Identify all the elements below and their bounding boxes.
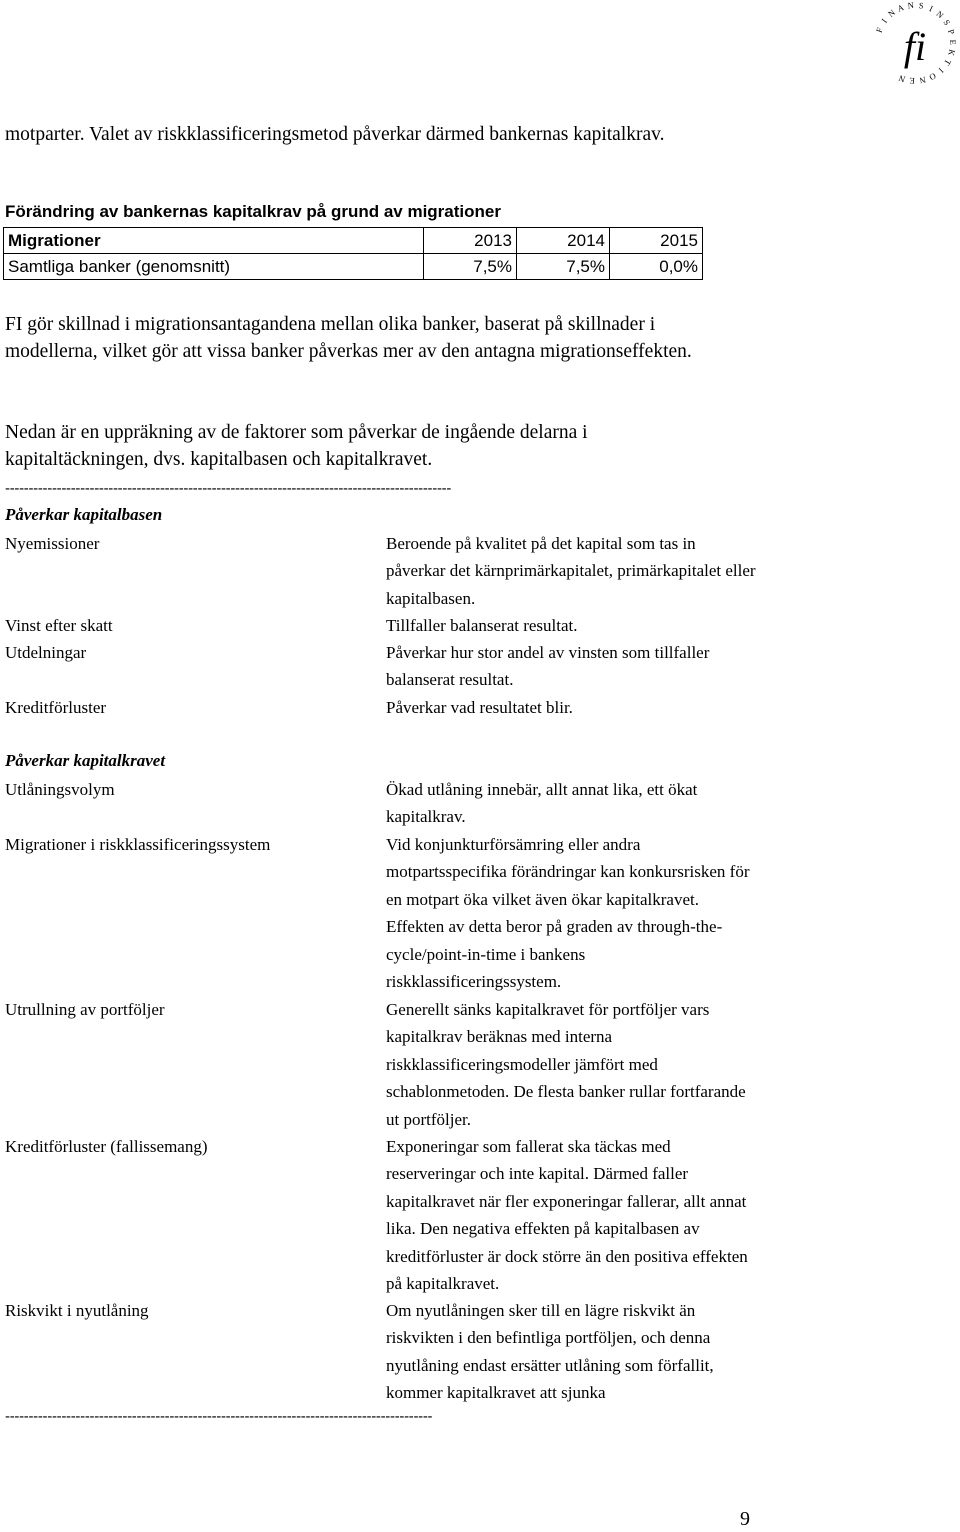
factor-name: Utlåningsvolym [5,780,115,799]
logo-letter: N [885,7,897,19]
separator-line: ----------------------------------------------------------------------------------------------- [5,480,452,497]
factor-name: Vinst efter skatt [5,616,113,635]
migration-table [3,227,703,280]
table-header-cell: 2014 [517,228,610,254]
factor-name: Nyemissioner [5,534,100,553]
logo-letter: I [927,3,935,14]
logo-letter: E [947,39,958,45]
intro-text: motparter. Valet av riskklassificeringsmetod påverkar därmed bankernas kapitalkrav. [5,124,665,145]
paragraph-intro-factors: Nedan är en uppräkning av de faktorer som påverkar de ingående delarna i kapitaltäckningen, dvs. kapitalbasen och kapitalkravet. [5,422,588,470]
table-cell: 0,0% [610,254,703,280]
factor-name: Riskvikt i nyutlåning [5,1301,149,1320]
logo-letter: N [918,74,927,86]
paragraph-migration: FI gör skillnad i migrationsantagandena mellan olika banker, baserat på skillnader i modellerna, vilket gör att vissa banker påverkas mer av den antagna migrationseffekten. [5,314,692,362]
factor-description: Exponeringar som fallerat ska täckas med reserveringar och inte kapital. Därmed faller kapitalkravet när fler exponeringar fallerar, allt annat lika. Den negativa effekten på kapitalbasen av kreditförluster är dock större än den positiva effekten på kapitalkravet. [386,1137,748,1294]
table-header-cell: 2015 [610,228,703,254]
factor-name: Utrullning av portföljer [5,1000,165,1019]
separator-line-end: ------------------------------------------------------------------------------------------- [5,1408,433,1425]
table-cell: Samtliga banker (genomsnitt) [4,254,424,280]
logo-letter: I [936,65,946,76]
finansinspektionen-logo [872,0,958,86]
logo-letter: S [918,0,925,11]
logo-letter: S [941,17,953,28]
factor-description: Generellt sänks kapitalkravet för portföljer vars kapitalkrav beräknas med interna riskklassificeringsmodeller jämfört med schablonmetoden. De flesta banker rullar fortfarande ut portföljer. [386,1000,746,1129]
page-number: 9 [740,1508,750,1530]
factor-name: Kreditförluster (fallissemang) [5,1137,208,1156]
logo-letter: O [927,70,938,83]
table-header-cell: Migrationer [4,228,424,254]
factor-name: Utdelningar [5,643,87,662]
factor-description: Påverkar vad resultatet blir. [386,698,573,717]
factor-name: Kreditförluster [5,698,107,717]
logo-letter: N [934,8,946,21]
table-row [4,254,703,280]
factor-description: Vid konjunkturförsämring eller andra motpartsspecifika förändringar kan konkursrisken för en motpart öka vilket även ökar kapitalkravet. Effekten av detta beror på graden av through-the-cycle/point-in-time i bankens riskklassificeringssystem. [386,835,750,992]
logo-letter: I [879,16,890,25]
logo-letter: N [897,73,907,85]
table-cell: 7,5% [517,254,610,280]
factor-description: Om nyutlåningen sker till en lägre riskvikt än riskvikten i den befintliga portföljen, och denna nyutlåning endast ersätter utlåning som förfallit, kommer kapitalkravet att sjunka [386,1301,714,1403]
factor-description: Ökad utlåning innebär, allt annat lika, ett ökat kapitalkrav. [386,780,698,827]
logo-letter: A [895,2,906,14]
table-title: Förändring av bankernas kapitalkrav på grund av migrationer [5,202,501,221]
table-header-row [4,228,703,254]
logo-letter: P [945,28,957,36]
factor-name: Migrationer i riskklassificeringssystem [5,835,271,854]
logo-letter: T [942,57,954,68]
logo-letter: K [946,48,958,57]
factor-description: Tillfaller balanserat resultat. [386,616,578,635]
logo-letter: F [873,26,885,34]
logo-mark: fi [903,24,927,69]
table-header-cell: 2013 [424,228,517,254]
logo-letter: E [909,75,916,86]
factor-description: Beroende på kvalitet på det kapital som tas in påverkar det kärnprimärkapitalet, primärkapitalet eller kapitalbasen. [386,534,756,608]
factor-description: Påverkar hur stor andel av vinsten som tillfaller balanserat resultat. [386,643,710,690]
logo-letter: N [907,0,915,11]
section-heading-kapitalbasen: Påverkar kapitalbasen [5,505,163,524]
section-heading-kapitalkravet: Påverkar kapitalkravet [5,751,166,770]
table-cell: 7,5% [424,254,517,280]
